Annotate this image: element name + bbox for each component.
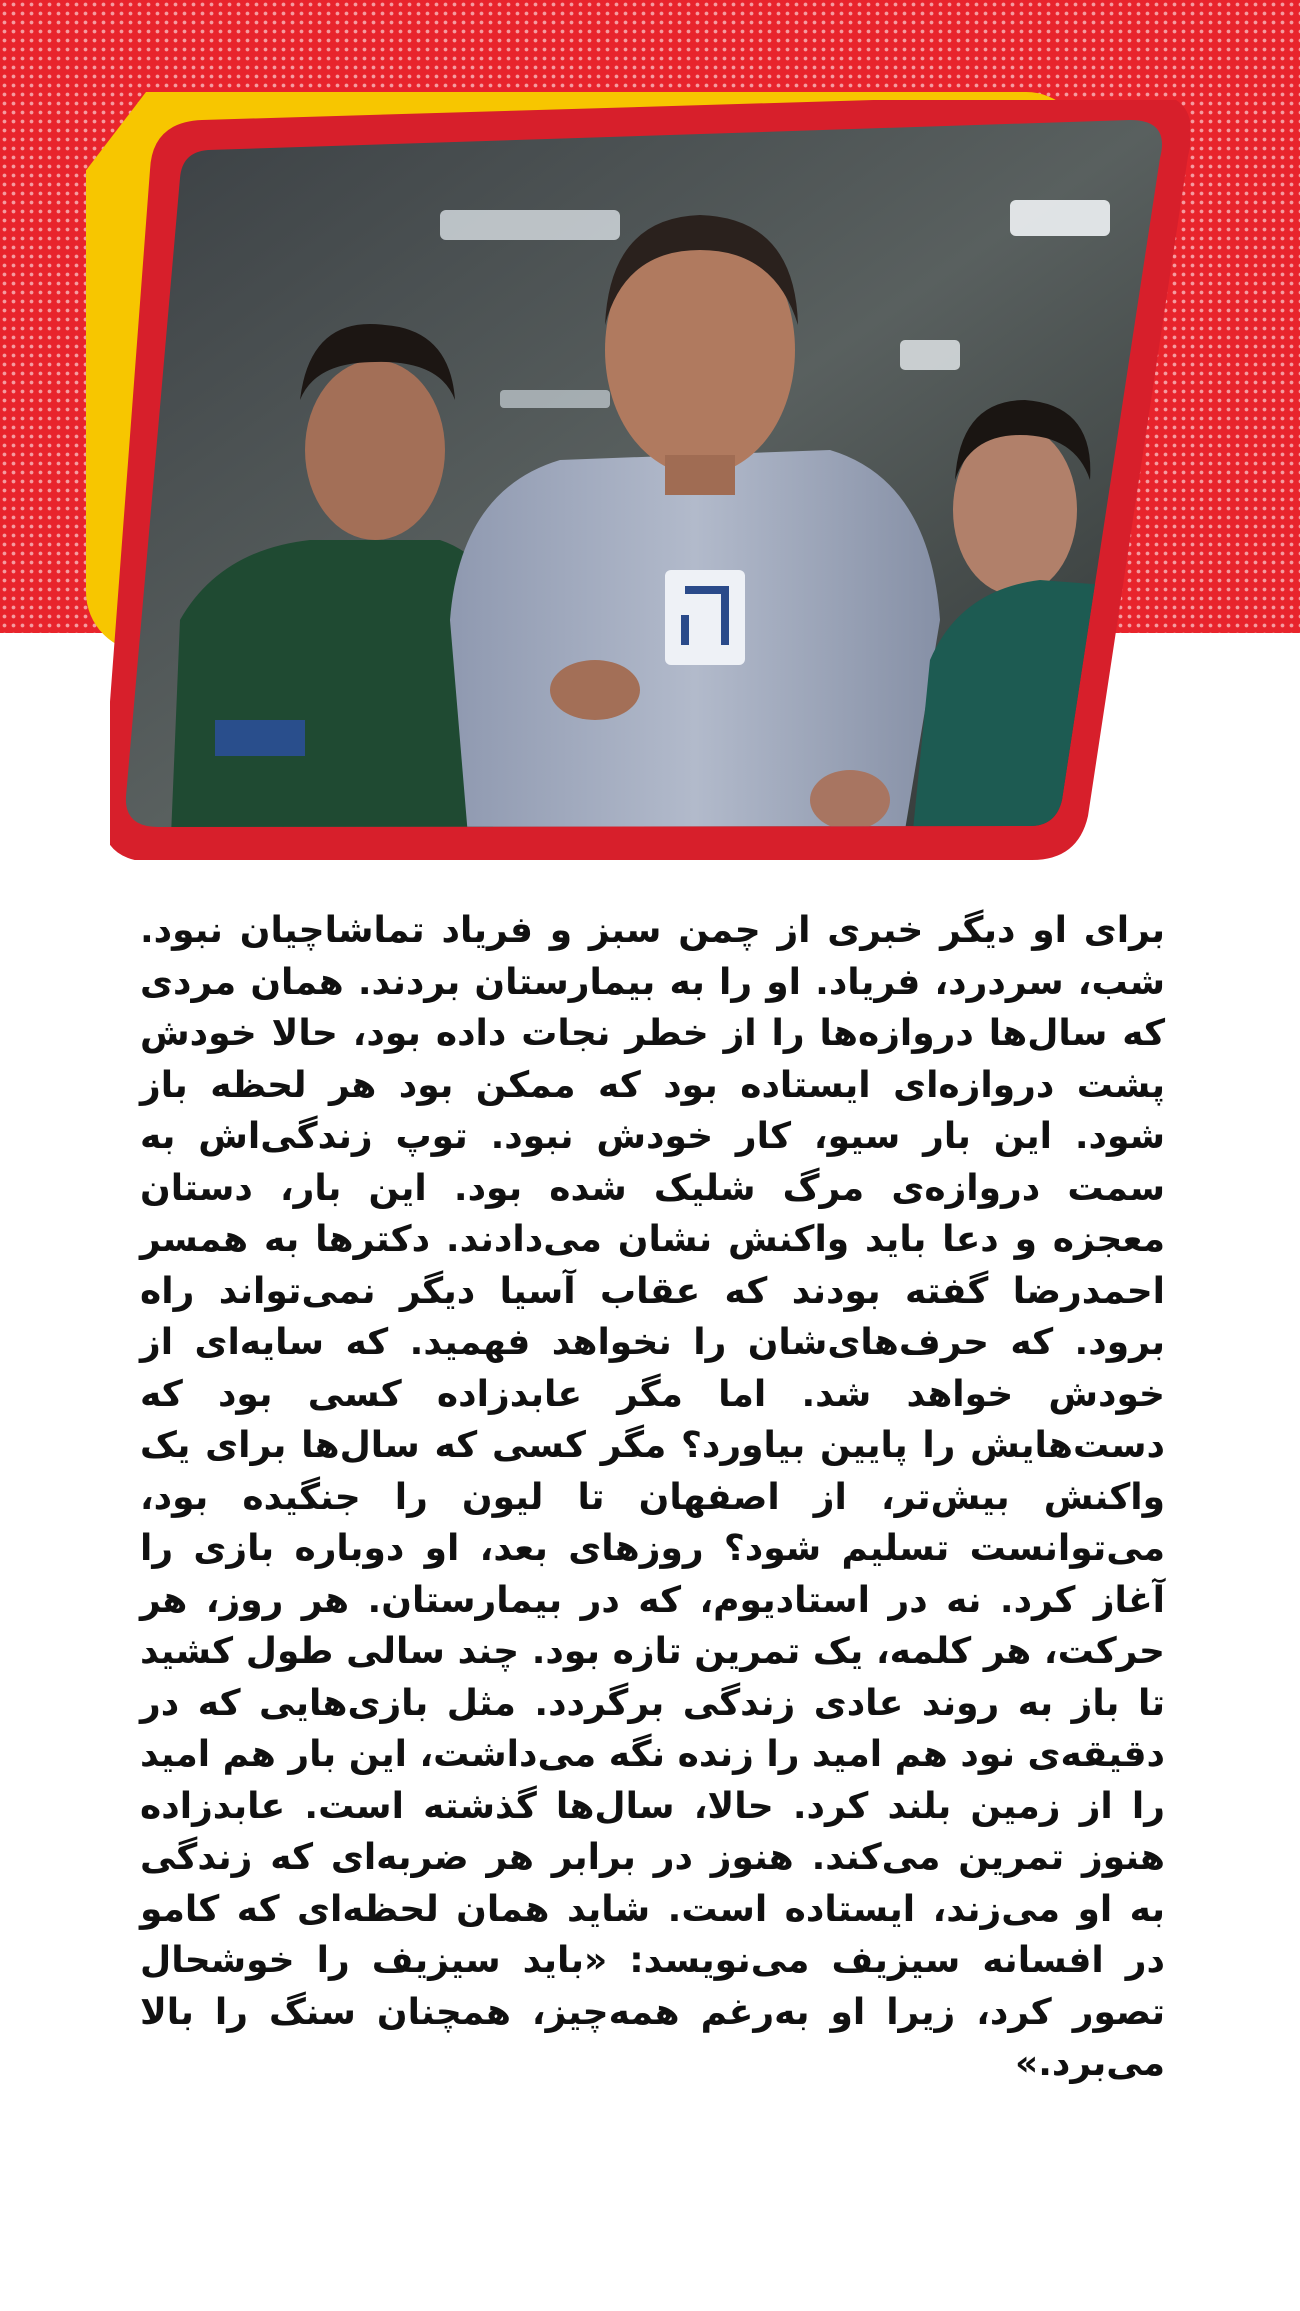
photo-frame xyxy=(110,100,1190,860)
photo-illustration xyxy=(110,100,1190,860)
article-body xyxy=(140,905,1165,2090)
article-paragraph: برای او دیگر خبری از چمن سبز و فریاد تماشاچیان نبود. شب، سردرد، فریاد. او را به بیمارستان بردند. همان مردی که سال‌ها دروازه‌ها را از خطر نجات داده بود، حالا خودش پشت دروازه‌ای ایستاده بود که ممکن بود هر لحظه باز شود. این بار سیو، کار خودش نبود. توپ زندگی‌اش به سمت دروازه‌ی مرگ شلیک شده بود. این بار، دستان معجزه و دعا باید واکنش نشان می‌دادند. دکترها به همسر احمدرضا گفته بودند که عقاب آسیا دیگر نمی‌تواند راه برود. که حرف‌های‌شان را نخواهد فهمید. که سایه‌ای از خودش خواهد شد. اما مگر عابدزاده کسی بود که دست‌هایش را پایین بیاورد؟ مگر کسی که سال‌ها برای یک واکنش بیش‌تر، از اصفهان تا لیون را جنگیده بود، می‌توانست تسلیم شود؟ روزهای بعد، او دوباره بازی را آغاز کرد. نه در استادیوم، که در بیمارستان. هر روز، هر حرکت، هر کلمه، یک تمرین تازه بود. چند سالی طول کشید تا باز به روند عادی زندگی برگردد. مثل بازی‌هایی که در دقیقه‌ی نود هم امید را زنده نگه می‌داشت، این بار هم امید را از زمین بلند کرد. حالا، سال‌ها گذشته است. عابدزاده هنوز تمرین می‌کند. هنوز در برابر هر ضربه‌ای که زندگی به او می‌زند، ایستاده است. شاید همان لحظه‌ای که کامو در افسانه سیزیف می‌نویسد: «باید سیزیف را خوشحال تصور کرد، زیرا او به‌رغم همه‌چیز، همچنان سنگ را بالا می‌برد.» xyxy=(140,910,1165,2084)
